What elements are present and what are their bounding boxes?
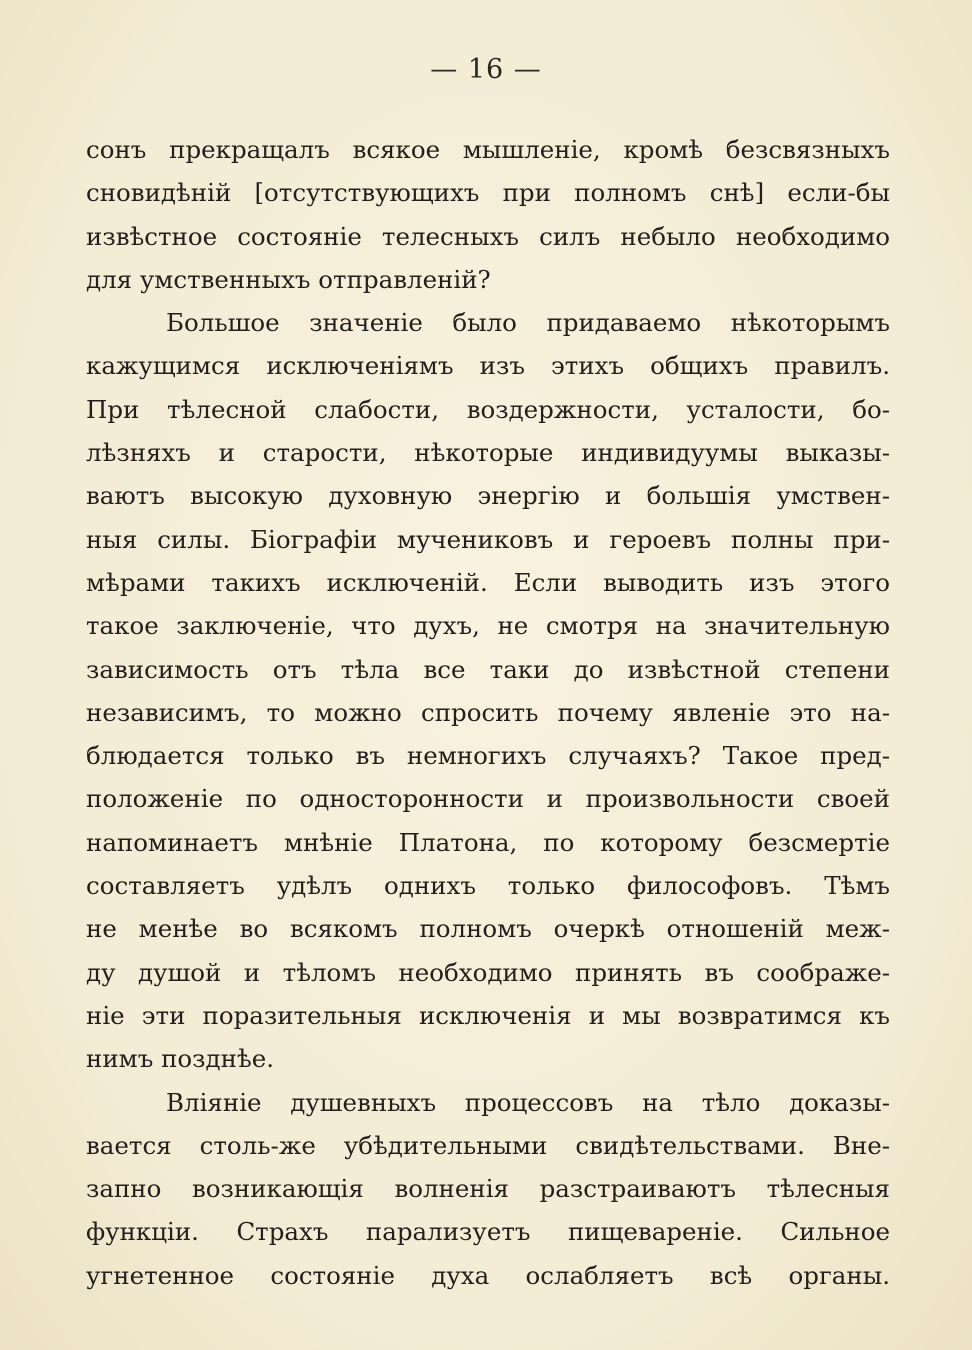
text-line: такое заключеніе, что духъ, не смотря на значительную (86, 611, 890, 641)
text-line: составляетъ удѣлъ однихъ только философовъ. Тѣмъ (86, 871, 890, 901)
text-line: ду душой и тѣломъ необходимо принять въ соображе- (86, 957, 890, 987)
text-line: ныя силы. Біографіи мучениковъ и героевъ полны при- (86, 524, 890, 554)
text-line: независимъ, то можно спросить почему явленіе это на- (86, 697, 890, 727)
text-line: сновидѣній [отсутствующихъ при полномъ снѣ] если-бы (86, 178, 890, 208)
text-line: запно возникающія волненія разстраиваютъ тѣлесныя (86, 1174, 890, 1204)
body-text (86, 128, 890, 1297)
text-line: угнетенное состояніе духа ослабляетъ всѣ органы. (86, 1260, 890, 1290)
text-line: блюдается только въ немногихъ случаяхъ? Такое пред- (86, 741, 890, 771)
text-line: функціи. Страхъ парализуетъ пищевареніе. Сильное (86, 1217, 890, 1247)
text-line: ваютъ высокую духовную энергію и большія умствен- (86, 481, 890, 511)
text-line: кажущимся исключеніямъ изъ этихъ общихъ правилъ. (86, 351, 890, 381)
text-line: вается столь-же убѣдительными свидѣтельствами. Вне- (86, 1130, 890, 1160)
text-line: извѣстное состояніе телесныхъ силъ небыло необходимо (86, 221, 890, 251)
text-line: лѣзняхъ и старости, нѣкоторые индивидуумы выказы- (86, 438, 890, 468)
text-line: Вліяніе душевныхъ процессовъ на тѣло доказы- (166, 1087, 890, 1117)
text-line: положеніе по односторонности и произвольности своей (86, 784, 890, 814)
text-line: зависимость отъ тѣла все таки до извѣстной степени (86, 654, 890, 684)
text-line: не менѣе во всякомъ полномъ очеркѣ отношеній меж- (86, 914, 890, 944)
text-line: мѣрами такихъ исключеній. Если выводить изъ этого (86, 567, 890, 597)
text-line: напоминаетъ мнѣніе Платона, по которому безсмертіе (86, 827, 890, 857)
text-line: сонъ прекращалъ всякое мышленіе, кромѣ безсвязныхъ (86, 135, 890, 164)
page-number: — 16 — (430, 54, 542, 85)
text-line: ніе эти поразительныя исключенія и мы возвратимся къ (86, 1000, 890, 1030)
text-line: нимъ позднѣе. (86, 1044, 275, 1074)
text-line: Большое значеніе было придаваемо нѣкоторымъ (166, 308, 890, 338)
text-line: для умственныхъ отправленій? (86, 264, 491, 294)
text-line: При тѣлесной слабости, воздержности, усталости, бо- (86, 394, 890, 424)
